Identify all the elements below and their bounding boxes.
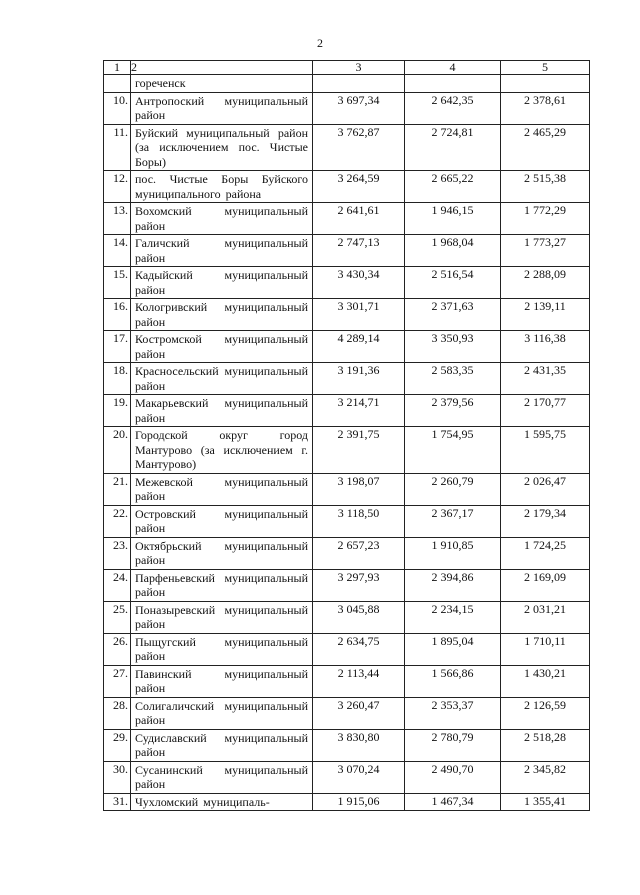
district-name-cell — [131, 427, 313, 474]
value-col-4-cell: 1 946,15 — [405, 203, 501, 235]
district-name-text: Макарьевский муниципальный район — [135, 396, 308, 425]
district-name-text: Красносельский муниципальный район — [135, 364, 308, 393]
table-row — [104, 427, 590, 474]
value-col-3-cell: 3 260,47 — [313, 697, 405, 729]
value-col-3-cell: 2 113,44 — [313, 665, 405, 697]
value-col-5-cell: 2 345,82 — [501, 761, 590, 793]
row-number-cell: 13. — [104, 203, 131, 235]
district-name-text: Судиславский муниципальный район — [135, 730, 308, 759]
value-col-4-cell: 2 490,70 — [405, 761, 501, 793]
district-name-text: Октябрьский муниципальный район — [135, 538, 308, 567]
district-name-cell — [131, 761, 313, 793]
value-col-3-cell: 3 264,59 — [313, 171, 405, 203]
district-name-text: пос. Чистые Боры Буйского муниципального района — [135, 172, 308, 201]
table-row — [104, 171, 590, 203]
district-name-cell — [131, 124, 313, 171]
district-name-text: Солигаличский муниципальный район — [135, 698, 308, 727]
value-col-5-cell: 1 773,27 — [501, 235, 590, 267]
value-col-4-cell: 2 394,86 — [405, 569, 501, 601]
value-col-4-cell: 2 234,15 — [405, 601, 501, 633]
district-name-cell — [131, 235, 313, 267]
value-col-3-cell: 3 301,71 — [313, 299, 405, 331]
table-row — [104, 124, 590, 171]
value-col-5-cell: 2 378,61 — [501, 92, 590, 124]
district-name-text: Пыщугский муниципальный район — [135, 634, 308, 663]
value-col-5-cell: 2 169,09 — [501, 569, 590, 601]
table-row — [104, 395, 590, 427]
row-number-cell: 17. — [104, 331, 131, 363]
value-col-4-cell: 1 968,04 — [405, 235, 501, 267]
district-name-cell — [131, 75, 313, 93]
table-row — [104, 299, 590, 331]
value-col-5-cell: 1 710,11 — [501, 633, 590, 665]
value-col-3-cell: 3 430,34 — [313, 267, 405, 299]
value-col-4-cell: 1 467,34 — [405, 793, 501, 811]
value-col-3-cell: 3 118,50 — [313, 505, 405, 537]
district-name-cell — [131, 601, 313, 633]
table-row — [104, 761, 590, 793]
table-row — [104, 601, 590, 633]
table-row — [104, 203, 590, 235]
row-number-cell: 14. — [104, 235, 131, 267]
table-row — [104, 697, 590, 729]
district-name-cell — [131, 299, 313, 331]
value-col-4-cell: 2 583,35 — [405, 363, 501, 395]
row-number-cell: 30. — [104, 761, 131, 793]
district-name-text: Межевской муниципальный район — [135, 474, 308, 503]
header-col-1: 1 — [104, 61, 131, 75]
table-row — [104, 75, 590, 93]
value-col-3-cell: 3 830,80 — [313, 729, 405, 761]
district-name-cell — [131, 505, 313, 537]
table-row — [104, 331, 590, 363]
district-name-text: Антропоский муниципальный район — [135, 93, 308, 122]
row-number-cell: 10. — [104, 92, 131, 124]
value-col-3-cell: 2 641,61 — [313, 203, 405, 235]
value-col-3-cell: 3 045,88 — [313, 601, 405, 633]
row-number-cell: 25. — [104, 601, 131, 633]
table-row — [104, 473, 590, 505]
value-col-3-cell: 3 198,07 — [313, 473, 405, 505]
page-number: 2 — [317, 36, 323, 50]
district-name-text: Костромской муниципальный район — [135, 332, 308, 361]
row-number-cell: 12. — [104, 171, 131, 203]
table-row — [104, 729, 590, 761]
value-col-4-cell: 2 367,17 — [405, 505, 501, 537]
value-col-5-cell: 2 139,11 — [501, 299, 590, 331]
value-col-4-cell: 2 724,81 — [405, 124, 501, 171]
row-number-cell: 22. — [104, 505, 131, 537]
value-col-3-cell: 3 191,36 — [313, 363, 405, 395]
value-col-3-cell: 2 657,23 — [313, 537, 405, 569]
value-col-5-cell: 2 179,34 — [501, 505, 590, 537]
value-col-5-cell: 3 116,38 — [501, 331, 590, 363]
table-row — [104, 793, 590, 811]
table-row — [104, 633, 590, 665]
value-col-5-cell: 2 465,29 — [501, 124, 590, 171]
value-col-3-cell: 4 289,14 — [313, 331, 405, 363]
table-row — [104, 665, 590, 697]
value-col-5-cell — [501, 75, 590, 93]
district-name-text: Островский муниципальный район — [135, 506, 308, 535]
district-name-cell — [131, 793, 313, 811]
district-name-text: Чухломский муниципаль- — [135, 794, 270, 809]
row-number-cell: 18. — [104, 363, 131, 395]
district-name-text: Кадыйский муниципальный район — [135, 268, 308, 297]
district-name-cell — [131, 569, 313, 601]
value-col-4-cell: 2 353,37 — [405, 697, 501, 729]
district-name-cell — [131, 697, 313, 729]
value-col-5-cell: 2 515,38 — [501, 171, 590, 203]
value-col-5-cell: 1 595,75 — [501, 427, 590, 474]
value-col-4-cell: 2 379,56 — [405, 395, 501, 427]
row-number-cell: 24. — [104, 569, 131, 601]
district-name-cell — [131, 171, 313, 203]
table-row — [104, 505, 590, 537]
table-row — [104, 363, 590, 395]
district-name-cell — [131, 363, 313, 395]
value-col-5-cell: 2 126,59 — [501, 697, 590, 729]
value-col-5-cell: 2 170,77 — [501, 395, 590, 427]
row-number-cell: 19. — [104, 395, 131, 427]
value-col-3-cell: 3 297,93 — [313, 569, 405, 601]
value-col-5-cell: 1 724,25 — [501, 537, 590, 569]
table-row — [104, 267, 590, 299]
row-number-cell: 21. — [104, 473, 131, 505]
district-name-text: Павинский муниципальный район — [135, 666, 308, 695]
district-name-cell — [131, 729, 313, 761]
header-col-4: 4 — [405, 61, 501, 75]
table-row — [104, 92, 590, 124]
value-col-4-cell: 1 754,95 — [405, 427, 501, 474]
value-col-3-cell: 3 762,87 — [313, 124, 405, 171]
table-row — [104, 235, 590, 267]
row-number-cell: 29. — [104, 729, 131, 761]
row-number-cell: 26. — [104, 633, 131, 665]
district-name-cell — [131, 633, 313, 665]
district-name-text: Буйский муниципальный район (за исключением пос. Чистые Боры) — [135, 125, 308, 169]
table-header-row — [104, 61, 590, 75]
value-col-5-cell: 2 288,09 — [501, 267, 590, 299]
row-number-cell: 15. — [104, 267, 131, 299]
value-col-3-cell: 3 070,24 — [313, 761, 405, 793]
header-col-3: 3 — [313, 61, 405, 75]
value-col-4-cell: 2 371,63 — [405, 299, 501, 331]
value-col-4-cell: 2 516,54 — [405, 267, 501, 299]
value-col-4-cell: 2 260,79 — [405, 473, 501, 505]
district-name-text: Поназыревский муниципальный район — [135, 602, 308, 631]
district-name-text: Вохомский муниципальный район — [135, 204, 308, 233]
value-col-3-cell: 2 747,13 — [313, 235, 405, 267]
tariff-table — [103, 60, 590, 811]
row-number-cell: 23. — [104, 537, 131, 569]
district-name-text: Городской округ город Мантурово (за исключением г. Мантурово) — [135, 428, 308, 471]
value-col-5-cell: 2 031,21 — [501, 601, 590, 633]
table-row — [104, 537, 590, 569]
district-name-text: Сусанинский муниципальный район — [135, 762, 308, 791]
value-col-4-cell — [405, 75, 501, 93]
district-name-cell — [131, 473, 313, 505]
district-name-cell — [131, 203, 313, 235]
value-col-4-cell: 3 350,93 — [405, 331, 501, 363]
value-col-3-cell: 3 214,71 — [313, 395, 405, 427]
value-col-5-cell: 2 518,28 — [501, 729, 590, 761]
district-name-cell — [131, 665, 313, 697]
row-number-cell — [104, 75, 131, 93]
district-name-text: Галичский муниципальный район — [135, 236, 308, 265]
row-number-cell: 16. — [104, 299, 131, 331]
district-name-text: Парфеньевский муниципальный район — [135, 570, 308, 599]
value-col-3-cell: 3 697,34 — [313, 92, 405, 124]
value-col-4-cell: 1 566,86 — [405, 665, 501, 697]
district-name-text: Кологривский муниципальный район — [135, 300, 308, 329]
row-number-cell: 27. — [104, 665, 131, 697]
value-col-5-cell: 1 772,29 — [501, 203, 590, 235]
value-col-5-cell: 1 430,21 — [501, 665, 590, 697]
district-name-cell — [131, 331, 313, 363]
value-col-4-cell: 2 665,22 — [405, 171, 501, 203]
district-name-cell — [131, 92, 313, 124]
value-col-5-cell: 1 355,41 — [501, 793, 590, 811]
row-number-cell: 31. — [104, 793, 131, 811]
row-number-cell: 20. — [104, 427, 131, 474]
value-col-4-cell: 1 910,85 — [405, 537, 501, 569]
row-number-cell: 11. — [104, 124, 131, 171]
value-col-3-cell: 2 634,75 — [313, 633, 405, 665]
value-col-5-cell: 2 026,47 — [501, 473, 590, 505]
value-col-5-cell: 2 431,35 — [501, 363, 590, 395]
value-col-3-cell: 1 915,06 — [313, 793, 405, 811]
value-col-4-cell: 1 895,04 — [405, 633, 501, 665]
header-col-5: 5 — [501, 61, 590, 75]
table-row — [104, 569, 590, 601]
district-name-cell — [131, 267, 313, 299]
district-name-text: гореченск — [135, 76, 186, 90]
value-col-3-cell — [313, 75, 405, 93]
value-col-4-cell: 2 642,35 — [405, 92, 501, 124]
district-name-cell — [131, 537, 313, 569]
header-col-2: 2 — [131, 61, 313, 75]
value-col-3-cell: 2 391,75 — [313, 427, 405, 474]
value-col-4-cell: 2 780,79 — [405, 729, 501, 761]
row-number-cell: 28. — [104, 697, 131, 729]
district-name-cell — [131, 395, 313, 427]
